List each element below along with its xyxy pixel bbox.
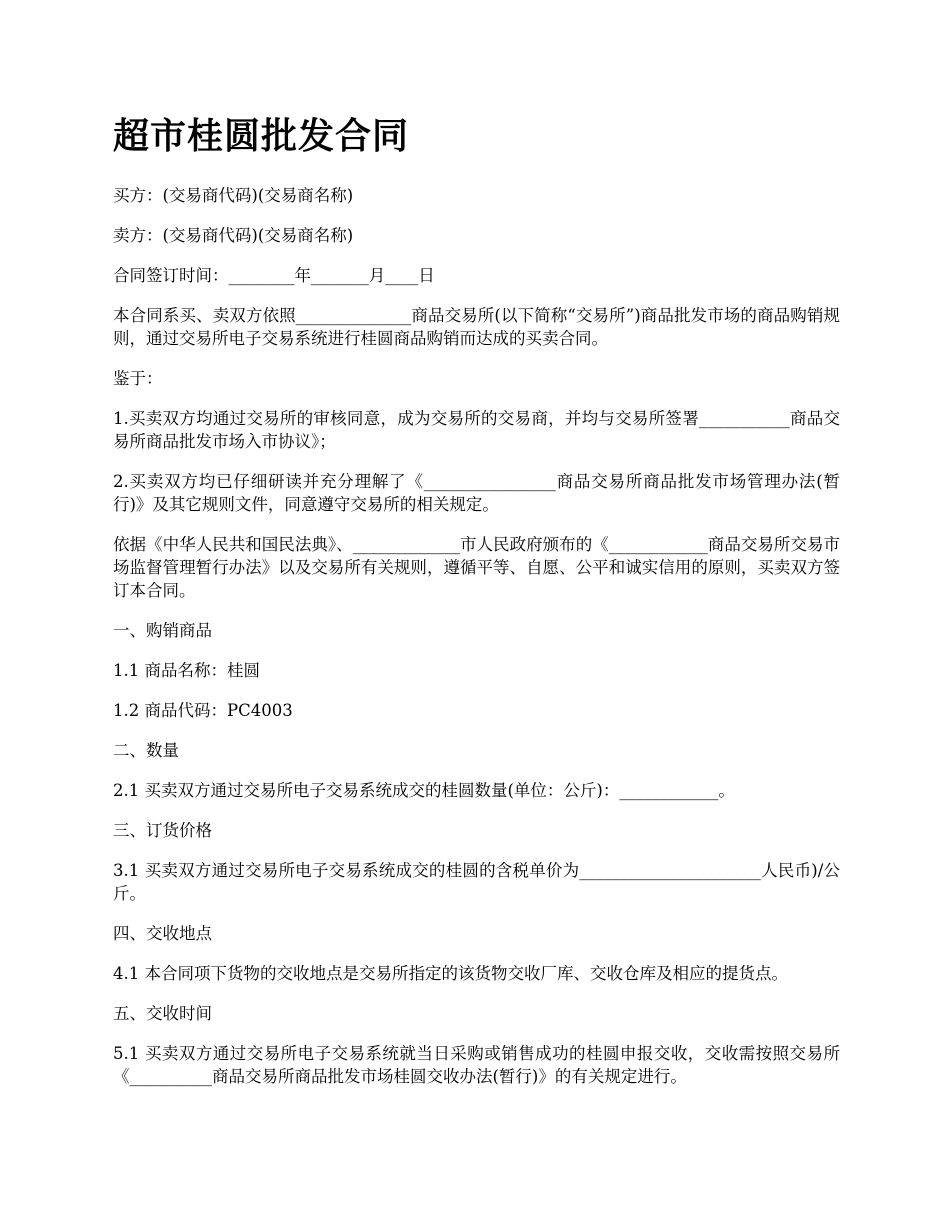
document-page: [113, 112, 840, 1105]
section-heading-delivery-place: 四、交收地点: [113, 924, 212, 943]
whereas-heading: 鉴于：: [113, 369, 163, 388]
clause-4-1: 4.1 本合同项下货物的交收地点是交易所指定的该货物交收厂库、交收仓库及相应的提货点。: [113, 964, 788, 983]
clause-1-1: 1.1 商品名称：桂圆: [113, 661, 260, 680]
buyer-line: 买方：(交易商代码)(交易商名称): [113, 186, 354, 205]
clause-5-1: 5.1 买卖双方通过交易所电子交易系统就当日采购或销售成功的桂圆申报交收，交收需按照交易所《__________商品交易所商品批发市场桂圆交收办法(暂行)》的有关规定进行。: [113, 1044, 840, 1086]
document-title: 超市桂圆批发合同: [113, 115, 410, 157]
clause-1-2: 1.2 商品代码：PC4003: [113, 701, 293, 720]
clause-3-1: 3.1 买卖双方通过交易所电子交易系统成交的桂圆的含税单价为______________________人民币)/公斤。: [113, 861, 840, 903]
section-heading-quantity: 二、数量: [113, 741, 179, 760]
clause-2-1: 2.1 买卖双方通过交易所电子交易系统成交的桂圆数量(单位：公斤)：____________。: [113, 781, 735, 800]
intro-paragraph: 本合同系买、卖双方依照______________商品交易所(以下简称“交易所”)商品批发市场的商品购销规则，通过交易所电子交易系统进行桂圆商品购销而达成的买卖合同。: [113, 306, 840, 348]
clause-whereas-2: 2.买卖双方均已仔细研读并充分理解了《________________商品交易所商品批发市场管理办法(暂行)》及其它规则文件，同意遵守交易所的相关规定。: [113, 472, 840, 514]
clause-whereas-1: 1.买卖双方均通过交易所的审核同意，成为交易所的交易商，并均与交易所签署___________商品交易所商品批发市场入市协议》；: [113, 409, 840, 451]
basis-paragraph: 依据《中华人民共和国民法典》、_____________市人民政府颁布的《____________商品交易所交易市场监督管理暂行办法》以及交易所有关规则，遵循平等、自愿、公平和诚实信用的原则，买卖双方签订本合同。: [113, 535, 840, 600]
seller-line: 卖方：(交易商代码)(交易商名称): [113, 226, 354, 245]
section-heading-goods: 一、购销商品: [113, 621, 212, 640]
signing-date-line: 合同签订时间：________年_______月____日: [113, 266, 435, 285]
section-heading-delivery-time: 五、交收时间: [113, 1004, 212, 1023]
section-heading-price: 三、订货价格: [113, 821, 212, 840]
